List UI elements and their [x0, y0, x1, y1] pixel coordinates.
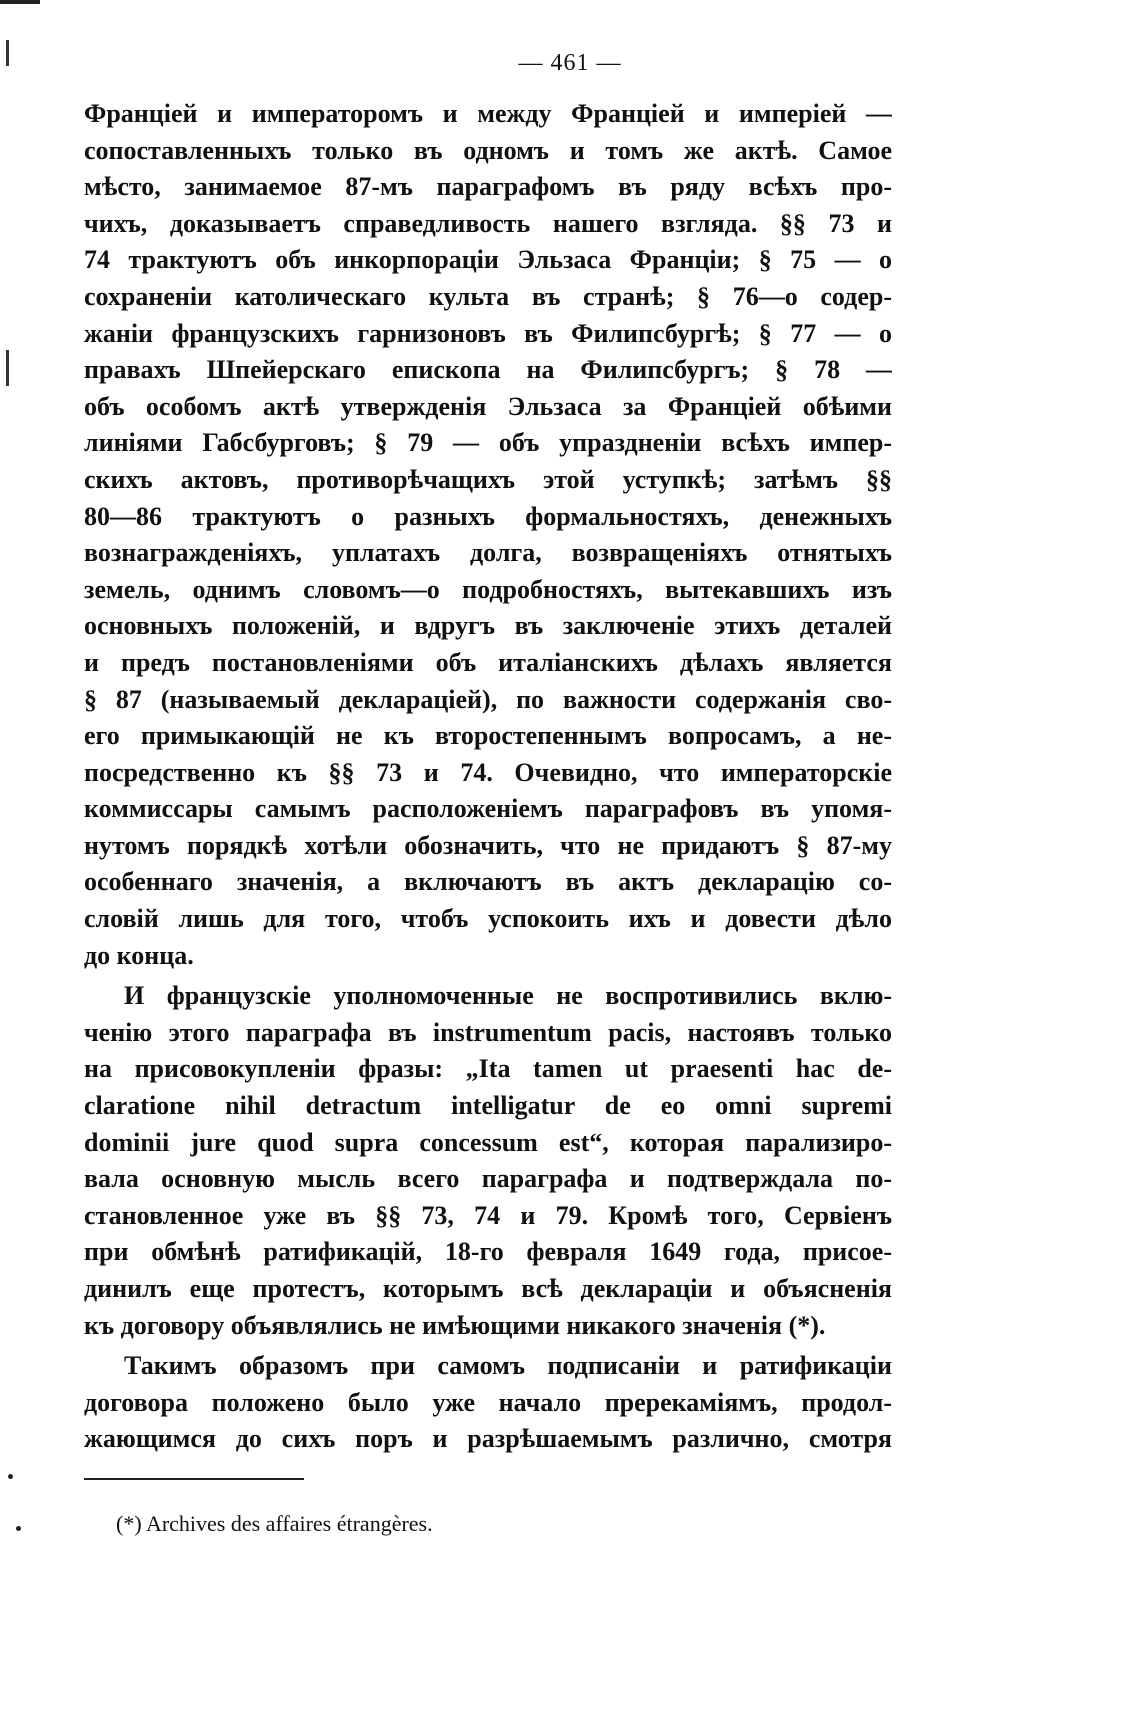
text-line: словій лишь для того, чтобъ успокоить ихъ и довести дѣло [84, 904, 892, 934]
text-line: и предъ постановленіями объ италіанскихъ дѣлахъ является [84, 647, 892, 677]
text-line: вала основную мысль всего параграфа и подтверждала по- [84, 1164, 892, 1194]
text-line: dominii jure quod supra concessum est“, которая парализиро- [84, 1127, 892, 1157]
scan-edge-mark [6, 350, 9, 386]
text-line: 80—86 трактуютъ о разныхъ формальностяхъ, денежныхъ [84, 501, 892, 531]
text-line: динилъ еще протестъ, которымъ всѣ декларацiи и объясненія [84, 1274, 892, 1303]
text-line: земель, однимъ словомъ—о подробностяхъ, вытекавшихъ изъ [84, 574, 892, 604]
text-line: вознагражденіяхъ, уплатахъ долга, возвращеніяхъ отнятыхъ [84, 538, 892, 568]
text-line: ченію этого параграфа въ instrumentum pacis, настоявъ только [84, 1017, 892, 1047]
scan-edge-mark [0, 0, 40, 4]
body-text [84, 96, 892, 1458]
text-line: чихъ, доказываетъ справедливость нашего взгляда. §§ 73 и [84, 208, 892, 238]
text-line: жаніи французскихъ гарнизоновъ въ Филипсбургѣ; § 77 — о [84, 318, 892, 348]
text-line: Франціей и императоромъ и между Франціей и имперіей — [84, 99, 892, 128]
text-line: становленное уже въ §§ 73, 74 и 79. Кромѣ того, Сервіенъ [84, 1200, 892, 1230]
footnote: (*) Archives des affaires étrangères. [116, 1511, 433, 1536]
text-line: посредственно къ §§ 73 и 74. Очевидно, что императорскіе [84, 757, 892, 787]
text-line: И французскіе уполномоченные не воспротивились вклю- [124, 981, 892, 1011]
page-number: — 461 — [518, 50, 622, 76]
scan-speck [16, 1526, 21, 1531]
paragraph [84, 96, 892, 974]
text-line: нутомъ порядкѣ хотѣли обозначить, что не придаютъ § 87-му [84, 830, 892, 860]
text-line: мѣсто, занимаемое 87-мъ параграфомъ въ ряду всѣхъ про- [84, 172, 892, 202]
text-line: его примыкающій не къ второстепеннымъ вопросамъ, а не- [84, 721, 892, 751]
text-line: Такимъ образомъ при самомъ подписаніи и ратификаціи [124, 1351, 892, 1381]
text-line: линіями Габсбурговъ; § 79 — объ упраздненіи всѣхъ импер- [84, 428, 892, 458]
text-line: скихъ актовъ, противорѣчащихъ этой уступкѣ; затѣмъ §§ [84, 464, 892, 494]
text-line: claratione nihil detractum intelligatur de eo omni supremi [84, 1091, 892, 1121]
text-line: договора положено было уже начало пререкаміямъ, продол- [84, 1387, 892, 1417]
text-line: къ договору объявлялись не имѣющими никакого значенія (*). [84, 1310, 826, 1340]
text-line: жающимся до сихъ поръ и разрѣшаемымъ различно, смотря [84, 1424, 892, 1454]
text-line: объ особомъ актѣ утвержденія Эльзаса за Франціей обѣими [84, 391, 892, 421]
text-line: сохраненіи католическаго культа въ странѣ; § 76—о содер- [84, 281, 892, 311]
text-line: особеннаго значенія, а включаютъ въ актъ декларацію со- [84, 867, 892, 897]
paragraph [84, 978, 892, 1344]
text-line: основныхъ положеній, и вдругъ въ заключеніе этихъ деталей [84, 611, 892, 641]
text-line: § 87 (называемый декларацiей), по важности содержанія сво- [84, 684, 892, 714]
text-line: сопоставленныхъ только въ одномъ и томъ же актѣ. Самое [84, 135, 892, 165]
text-line: до конца. [84, 940, 194, 970]
footnote-divider [84, 1478, 304, 1480]
text-line: 74 трактуютъ объ инкорпораціи Эльзаса Франціи; § 75 — о [84, 245, 892, 275]
paragraph [84, 1348, 892, 1458]
text-line: на присовокупленіи фразы: „Ita tamen ut praesenti hac de- [84, 1054, 892, 1084]
scan-speck [8, 1474, 13, 1479]
text-line: коммиссары самымъ расположеніемъ параграфовъ въ упомя- [84, 794, 892, 824]
text-line: при обмѣнѣ ратификацій, 18-го февраля 1649 года, присое- [84, 1237, 892, 1267]
text-line: правахъ Шпейерскаго епископа на Филипсбургъ; § 78 — [84, 355, 892, 385]
